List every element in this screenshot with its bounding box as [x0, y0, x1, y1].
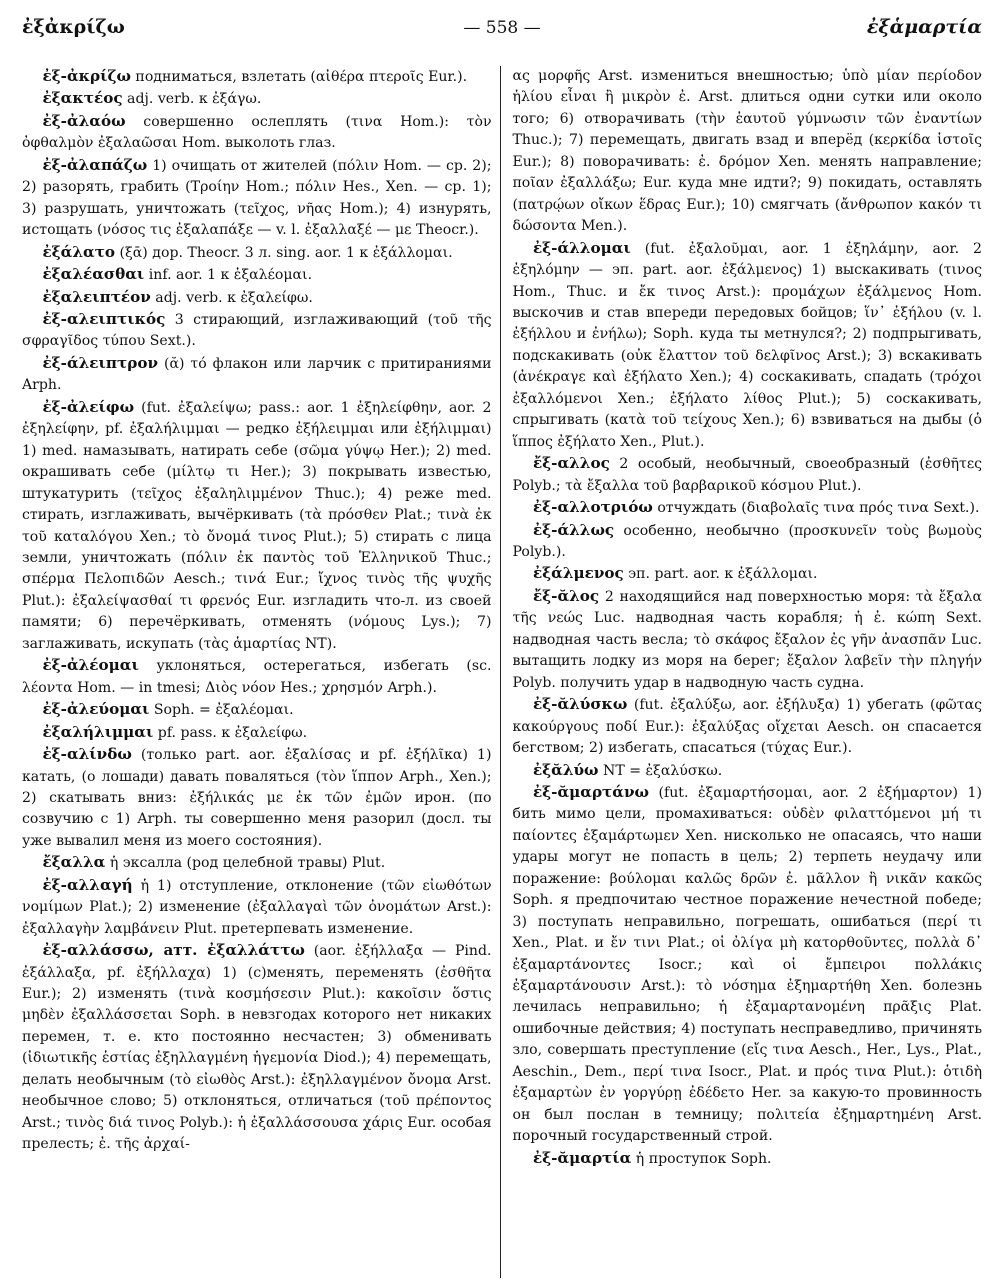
dictionary-entry: [513, 497, 983, 519]
entry-definition: 1) очищать от жителей (πόλιν Hom. — ср. 2); 2) разорять, грабить (Τροίην Hom.; πόλιν Hes., Xen. — ср. 1); 3) разрушать, уничтожать (τεῖχος, νῆας Hom.); 4) изнурять, истощать (νόσος τις ἐξαλαπάξε — v. l. ἐξαλλαξέ — με Theocr.).: [22, 157, 492, 239]
entry-headword: ἐξ-ἀλαόω: [42, 111, 126, 130]
dictionary-entry: [22, 699, 492, 721]
entry-headword: ἐξ-άλλομαι: [532, 238, 631, 257]
entry-definition: ἡ эксалла (род целебной травы) Plut.: [105, 855, 386, 872]
entry-definition: ας μορφῆς Arst. измениться внешностью; ὑπὸ μίαν περίοδον ἡλίου εἶναι ἢ μικρὸν ἐ. Arst. длиться одни сутки или около того; 6) отворачивать (τὴν ἑαυτοῦ γύμνωσιν τῶν ἐναντίων Thuc.); 7) перемещать, двигать взад и вперёд (κερκίδα ἱστοῖς Eur.); 8) поворачивать: ἐ. δρόμον Xen. менять направление; ποῖαν ἐξαλλάξω; Eur. куда мне идти?; 9) покидать, оставлять (πατρῴων οἴκων ἕδρας Eur.); 10) смягчать (ἄνθρωπον κακόν τι δώσοντα Men.).: [512, 68, 983, 235]
entry-definition: adj. verb. к ἐξαλείφω.: [150, 289, 313, 306]
dictionary-entry: [22, 852, 492, 874]
left-column: [22, 66, 500, 1278]
entry-headword: ἐξ-ἀκρίζω: [42, 67, 131, 85]
right-column: [509, 66, 983, 1278]
entry-definition: NT = ἐξαλύσκω.: [598, 762, 723, 779]
dictionary-entry: [513, 694, 983, 759]
entry-definition: (только part. aor. ἐξαλίσας и pf. ἐξήλῖκα) 1) катать, (о лошади) давать поваляться (τὸν ἵππον Arph., Xen.); 2) скатывать вниз: ἐξήλικάς με ἐκ τῶν ἐμῶν ирон. (по созвучию с 1) Arph. ты совершенно меня разорил (досл. ты уже вывалил меня из моего состояния).: [22, 747, 492, 849]
entry-headword: ἐξᾰλύω: [532, 760, 599, 779]
entry-headword: ἐξ-αλλοτριόω: [532, 498, 653, 517]
entry-headword: ἐξ-ἀλεύομαι: [42, 700, 150, 719]
dictionary-entry: [22, 264, 492, 286]
entry-definition: особенно, необычно (προσκυνεῖν τοὺς βωμοὺς Polyb.).: [512, 522, 983, 560]
entry-headword: ἐξ-αλειπτικός: [42, 309, 166, 328]
entry-headword: ἐξ-ᾰμαρτάνω: [532, 782, 649, 801]
entry-definition: 2 находящийся над поверхностью моря: τὰ ἔξαλα τῆς νεώς Luc. надводная часть корабля; ἡ ἐ. κώπη Sext. надводная часть весла; τὸ σκάφος ἔξαλον ἐς γῆν ἀνασπᾶν Luc. вытащить лодку из моря на берег; ἔξαλον λαβεῖν τὴν πληγήν Polyb. получить удар в надводную часть судна.: [512, 588, 983, 691]
entry-definition: 2 особый, необычный, своеобразный (ἐσθῆτες Polyb.; τὰ ἔξαλλα τοῦ βαρβαρικοῦ κόσμου Plut.).: [512, 456, 983, 494]
dictionary-entry: [513, 238, 983, 454]
entry-definition: ἡ проступок Soph.: [631, 1150, 772, 1167]
dictionary-entry: [513, 520, 983, 564]
dictionary-entry: [513, 1148, 983, 1170]
entry-definition: (fut. ἐξαμαρτήσομαι, aor. 2 ἐξήμαρτον) 1) бить мимо цели, промахиваться: οὐδὲν φιλαττόμενοι μή τι παίοντες ἐξαμάρτωμεν Xen. нисколько не опасаясь, что наши удары могут не попасть в цель; 2) терпеть неудачу или поражение: βούλομαι καλῶς δρῶν ἐ. μᾶλλον ἢ νικᾶν κακῶς Soph. я предпочитаю честное поражение нечестной победе; 3) поступать неправильно, погрешать, ошибаться (περί τι Xen., Plat. и ἔν τινι Plat.; οἱ ὀλίγα μὴ κατορθοῦντες, πολλὰ δ᾽ ἐξαμαρτάνοντες Isocr.; καὶ οἱ ἔμπειροι πολλάκις ἐξαμαρτάνουσιν Arst.): τὸ νόσημα ἐξημαρτήθη Xen. болезнь лечилась неправильно; ἡ ἐξαμαρτανομένη πρᾶξις Plat. ошибочные действия; 4) поступать несправедливо, причинять зло, совершать преступление (εἴς τινα Aesch., Her., Lys., Plat., Aeschin., Dem., περί τινα Isocr., Plat. и πρός τινα Plut.): ὁτιδὴ ἐξαμαρτὼν ἐν γοργύρῃ ἐδέδετο Her. за какую-то провинность он был послан в темницу; πολιτεία ἐξημαρτημένη Arst. порочный государственный строй.: [512, 784, 983, 1145]
running-header: [22, 14, 982, 55]
column-divider: [500, 66, 501, 1278]
entry-definition: (ᾰ) τό флакон или ларчик с притираниями Arph.: [22, 355, 492, 394]
dictionary-entry: [513, 453, 983, 497]
entry-definition: отчуждать (διαβολαῖς τινα πρός τινα Sext.).: [652, 500, 980, 517]
dictionary-entry: [22, 66, 492, 88]
entry-headword: ἐξακτέος: [42, 89, 123, 108]
entry-definition: (fut. ἐξαλείψω; pass.: aor. 1 ἐξηλείφθην, aor. 2 ἐξηλείφην, pf. ἐξαλήλιμμαι — редко ἐξήλειμμαι или ἐξήλιμμαι) 1) med. намазывать, натирать себе (σῶμα γύψῳ Her.); 2) med. окрашивать себе (μίλτῳ τι Her.); 3) покрывать известью, штукатурить (τεῖχος ἐξαληλιμμένον Thuc.); 4) реже med. стирать, изглаживать, вычёркивать (τὰ πρόσθεν Plat.; τινὰ ἐκ τοῦ καταλόγου Xen.; τὸ ὄνομά τινος Plut.); 5) стирать с лица земли, уничтожать (πόλιν ἐκ παντὸς τοῦ Ἑλληνικοῦ Thuc.; σπέρμα Πελοπιδῶν Aesch.; τινά Eur.; ἴχνος τινὸς τῆς ψυχῆς Plut.): ἐξαλείψασθαί τι φρενός Eur. изгладить что-л. из своей памяти; 6) перечёркивать, отменять (νόμους Lys.); 7) заглаживать, искупать (τὰς ἁμαρτίας NT).: [22, 399, 492, 652]
dictionary-entry: [22, 88, 492, 110]
dictionary-entry: [513, 563, 983, 585]
dictionary-entry: [22, 655, 492, 699]
entry-headword: ἐξ-ᾰμαρτία: [532, 1148, 632, 1167]
dictionary-entry: [513, 760, 983, 782]
entry-headword: ἐξάλατο: [42, 242, 116, 261]
dictionary-entry: [513, 586, 983, 694]
entry-definition: (ξᾱ) дор. Theocr. 3 л. sing. aor. 1 к ἐξάλλομαι.: [115, 244, 453, 261]
entry-definition: уклоняться, остерегаться, избегать (sc. λέοντα Hom. — in tmesi; Διὸς νόον Hes.; χρησμόν Arph.).: [22, 658, 492, 696]
entry-definition: совершенно ослеплять (τινα Hom.): τὸν ὀφθαλμὸν ἐξαλαῶσαι Hom. выколоть глаз.: [22, 113, 492, 152]
page-number: — 558 —: [463, 18, 541, 38]
entry-headword: ἐξ-άλλως: [532, 520, 615, 539]
dictionary-entry: [22, 309, 492, 353]
entry-definition: ἡ 1) отступление, отклонение (τῶν εἰωθότων νομίμων Plat.); 2) изменение (ἐξαλλαγαὶ τῶν ὀνομάτων Arst.): ἐξαλλαγὴν λαμβάνειν Plut. претерпевать изменение.: [22, 877, 492, 937]
dictionary-entry: [22, 875, 492, 940]
entry-headword: ἔξ-αλλος: [532, 454, 610, 473]
entry-headword: ἐξάλμενος: [532, 564, 624, 583]
entry-headword: ἐξ-ᾰλύσκω: [532, 695, 628, 714]
entry-headword: ἐξ-αλίνδω: [42, 745, 132, 764]
entry-headword: ἐξ-ἀλέομαι: [42, 656, 139, 675]
entry-definition: Soph. = ἐξαλέομαι.: [149, 702, 294, 719]
entry-definition: 3 стирающий, изглаживающий (τοῦ τῆς σφραγῖδος τύπου Sext.).: [22, 311, 492, 350]
entry-definition: эп. part. aor. к ἐξάλλομαι.: [623, 566, 818, 583]
entry-headword: ἐξ-άλειπτρον: [42, 353, 158, 372]
dictionary-entry: [22, 722, 492, 744]
entry-headword: ἐξαλήλιμμαι: [42, 722, 154, 741]
dictionary-entry: [22, 397, 492, 655]
dictionary-entry: [513, 782, 983, 1148]
entry-definition: adj. verb. к ἐξάγω.: [122, 91, 262, 108]
dictionary-entry: [22, 242, 492, 264]
entry-definition: (aor. ἐξήλλαξα — Pind. ἐξάλλαξα, pf. ἐξήλλαχα) 1) (с)менять, переменять (ἐσθῆτα Eur.); 2) изменять (τινὰ κοσμήσεσιν Plut.): κακοῖσιν ὅστις μηδὲν ἐξαλλάσσεται Soph. в невзгодах которого нет никаких перемен, т. е. кто постоянно несчастен; 3) обменивать (ἰδιωτικῆς ἑστίας ἐξηλλαγμένη ἡγεμονία Diod.); 4) перемещать, делать необычным (τὸ εἰωθὸς Arst.): ἐξηλλαγμένον ὄνομα Arst. необычное слово; 5) отклоняться, отличаться (τοῦ πρέποντος Arst.; τινὸς διά τινος Polyb.): ἡ ἐξαλλάσσουσα χάρις Eur. особая прелесть; ἐ. τῆς ἀρχαί-: [22, 943, 492, 1153]
dictionary-entry: [513, 66, 983, 238]
entry-definition: подниматься, взлетать (αἰθέρα πτεροῖς Eur.).: [130, 69, 468, 85]
entry-headword: ἐξ-αλλαγή: [42, 875, 133, 894]
dictionary-entry: [22, 155, 492, 242]
header-first-word: ἐξἀκρίζω: [22, 16, 125, 38]
entry-headword: ἔξ-ᾰλος: [532, 586, 600, 605]
entry-headword: ἐξαλειπτέον: [42, 287, 151, 306]
entry-headword: ἐξ-ἀλαπάζω: [42, 155, 148, 174]
entry-definition: pf. pass. к ἐξαλείφω.: [153, 724, 308, 741]
entry-headword: ἐξ-ἀλείφω: [42, 397, 135, 416]
entry-definition: (fut. ἐξαλοῦμαι, aor. 1 ἐξηλάμην, aor. 2 ἐξηλόμην — эп. part. aor. ἐξάλμενος) 1) выскакивать (τινος Hom., Thuc. и ἔκ τινος Arst.): προμάχων ἐξάλμενος Hom. выскочив и став впереди передовых бойцов; ἵν᾽ ἐξήλου (v. l. ἐξήλλου и ἐνήλω); Soph. куда ты метнулся?; 2) подпрыгивать, подскакивать (οὐκ ἔλαττον τοῦ δελφῖνος Arst.); 3) вскакивать (ἀνέκραγε καὶ ἐξήλατο Xen.); 4) соскакивать, спадать (τρόχοι ἐξαλλόμενοι Xen.; ἐξήλατο λίθος Plut.); 5) соскакивать, спрыгивать (κατὰ τοῦ τείχους Xen.); 6) взвиваться на дыбы (ὁ ἵππος ἐξήλατο Xen., Plut.).: [512, 240, 983, 450]
entry-headword: ἐξ-αλλάσσω, атт. ἐξαλλάττω: [42, 941, 305, 960]
header-last-word: ἐξἁμαρτία: [866, 16, 982, 38]
dictionary-entry: [22, 287, 492, 309]
two-column-body: [22, 66, 982, 1278]
dictionary-entry: [22, 111, 492, 155]
entry-headword: ἐξαλέασθαι: [42, 265, 145, 284]
dictionary-entry: [22, 744, 492, 852]
entry-definition: (fut. ἐξαλύξω, aor. ἐξήλυξα) 1) убегать (φῶτας κακούργους ποδί Eur.): ἐξαλύξας οἴχεται Aesch. он спасается бегством; 2) избегать, спасаться (τύχας Eur.).: [512, 697, 983, 757]
dictionary-entry: [22, 940, 492, 1156]
entry-headword: ἔξαλλα: [42, 853, 106, 872]
entry-definition: inf. aor. 1 к ἐξαλέομαι.: [144, 267, 313, 284]
dictionary-entry: [22, 353, 492, 397]
